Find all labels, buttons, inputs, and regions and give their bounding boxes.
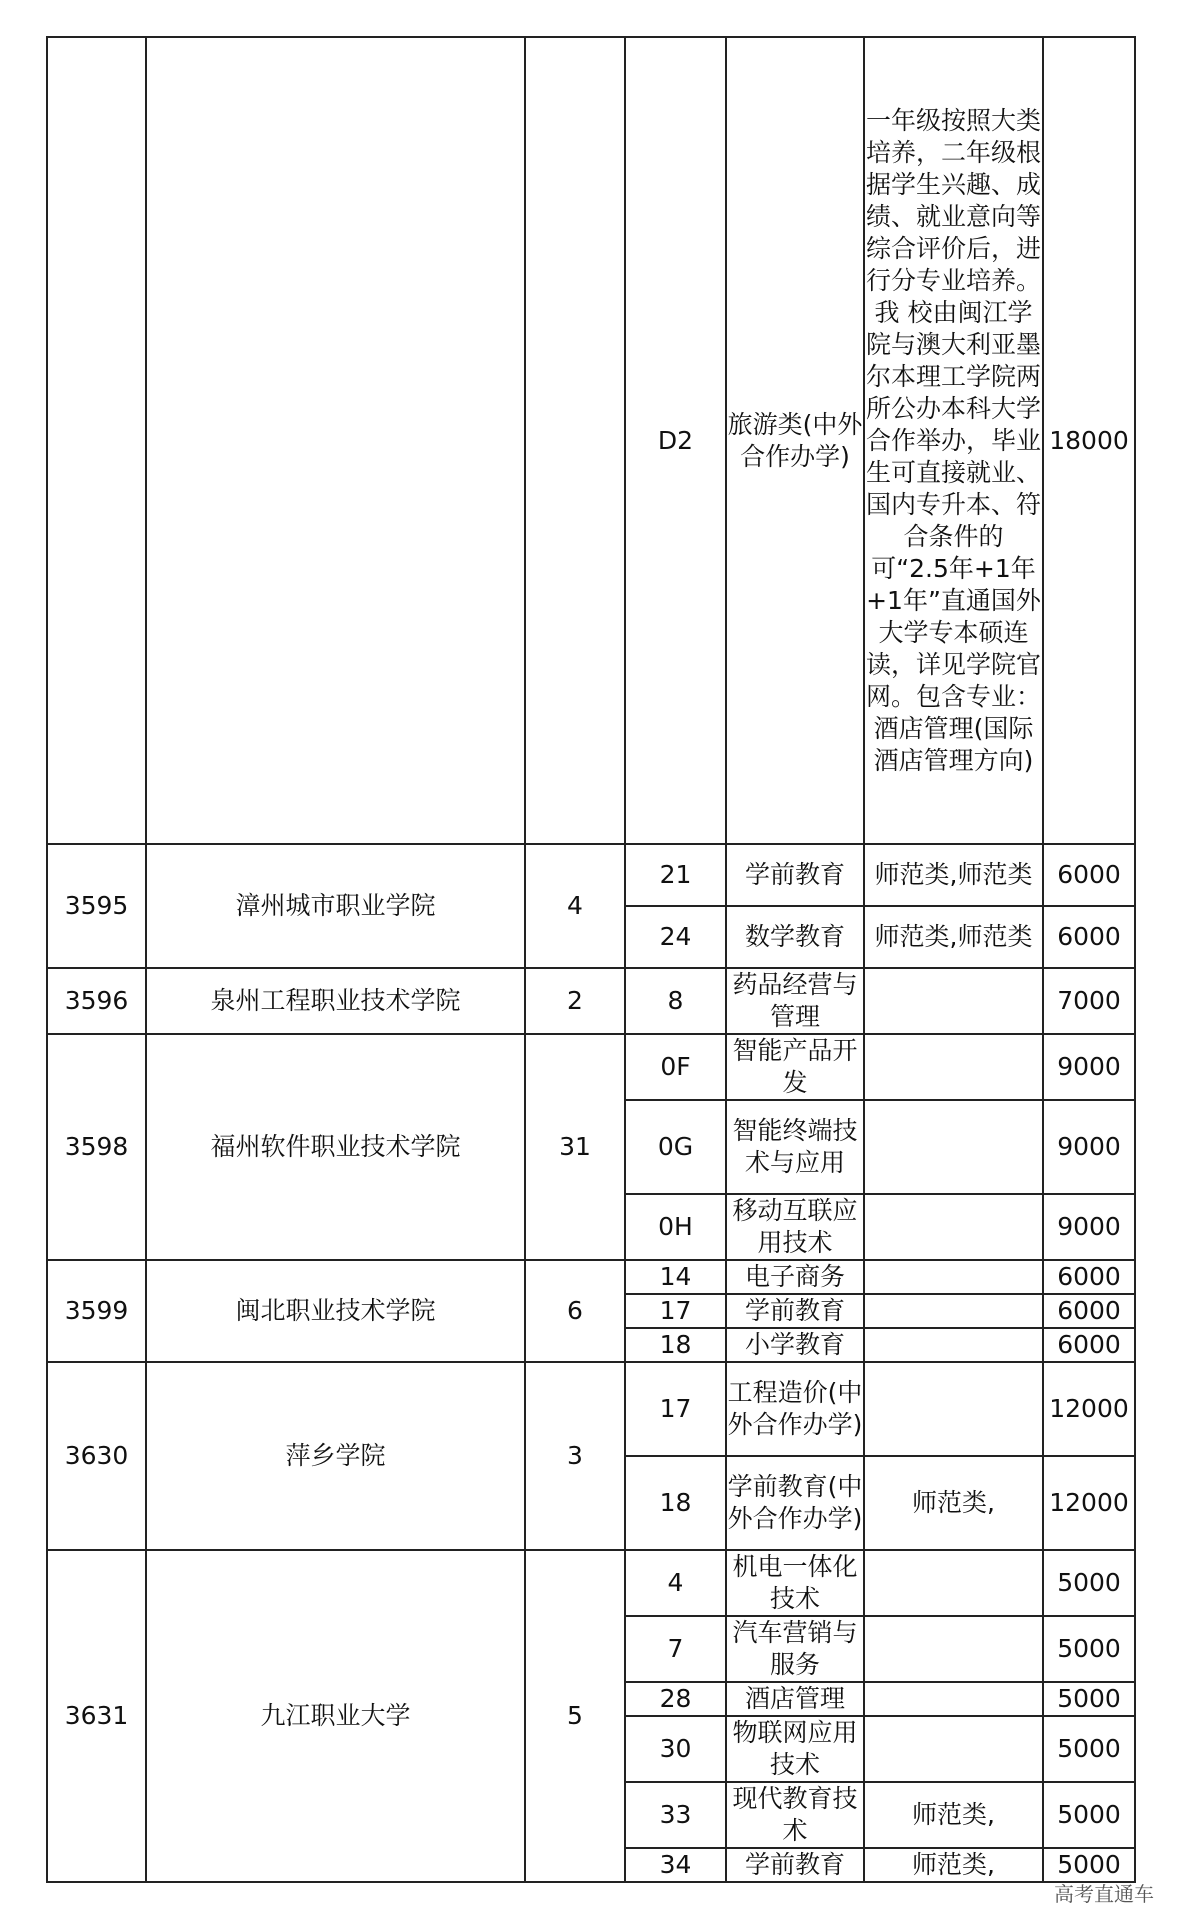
plan-count-cell: 3 [525, 1362, 625, 1550]
major-name-cell: 汽车营销与服务 [726, 1616, 864, 1682]
fee-cell: 12000 [1043, 1456, 1135, 1550]
school-id-cell: 3595 [47, 844, 146, 968]
plan-count-cell: 5 [525, 1550, 625, 1882]
table-row [47, 37, 1135, 844]
fee-cell: 5000 [1043, 1682, 1135, 1716]
remark-cell [864, 1100, 1043, 1194]
fee-cell: 5000 [1043, 1550, 1135, 1616]
major-code-cell: 8 [625, 968, 726, 1034]
major-code-cell: 0G [625, 1100, 726, 1194]
school-name-cell: 九江职业大学 [146, 1550, 525, 1882]
major-name-cell: 工程造价(中外合作办学) [726, 1362, 864, 1456]
major-code-cell: 28 [625, 1682, 726, 1716]
watermark: 高考直通车 [1054, 1882, 1154, 1906]
fee-cell: 5000 [1043, 1716, 1135, 1782]
remark-cell [864, 1194, 1043, 1260]
fee-cell: 9000 [1043, 1100, 1135, 1194]
fee-cell: 5000 [1043, 1848, 1135, 1882]
major-name-cell: 药品经营与管理 [726, 968, 864, 1034]
school-name-cell [146, 37, 525, 844]
table-row [47, 844, 1135, 906]
school-name-cell: 萍乡学院 [146, 1362, 525, 1550]
major-name-cell: 学前教育 [726, 1294, 864, 1328]
major-name-cell: 小学教育 [726, 1328, 864, 1362]
table-row [47, 968, 1135, 1034]
remark-cell: 师范类, [864, 1782, 1043, 1848]
major-name-cell: 智能产品开发 [726, 1034, 864, 1100]
remark-cell [864, 1034, 1043, 1100]
school-name-cell: 闽北职业技术学院 [146, 1260, 525, 1362]
major-name-cell: 物联网应用技术 [726, 1716, 864, 1782]
major-code-cell: 17 [625, 1294, 726, 1328]
school-id-cell: 3631 [47, 1550, 146, 1882]
fee-cell: 6000 [1043, 1260, 1135, 1294]
major-code-cell: 4 [625, 1550, 726, 1616]
remark-cell: 师范类, [864, 1456, 1043, 1550]
major-code-cell: 33 [625, 1782, 726, 1848]
major-code-cell: 0F [625, 1034, 726, 1100]
plan-count-cell [525, 37, 625, 844]
major-name-cell: 学前教育 [726, 1848, 864, 1882]
major-name-cell: 数学教育 [726, 906, 864, 968]
major-name-cell: 学前教育(中外合作办学) [726, 1456, 864, 1550]
fee-cell: 5000 [1043, 1782, 1135, 1848]
major-code-cell: 0H [625, 1194, 726, 1260]
school-id-cell: 3596 [47, 968, 146, 1034]
major-code-cell: 17 [625, 1362, 726, 1456]
remark-cell [864, 1616, 1043, 1682]
remark-cell [864, 1716, 1043, 1782]
major-name-cell: 酒店管理 [726, 1682, 864, 1716]
table-row [47, 1362, 1135, 1456]
school-id-cell: 3598 [47, 1034, 146, 1260]
major-name-cell: 现代教育技术 [726, 1782, 864, 1848]
remark-cell [864, 1294, 1043, 1328]
school-name-cell: 泉州工程职业技术学院 [146, 968, 525, 1034]
major-code-cell: 14 [625, 1260, 726, 1294]
major-name-cell: 机电一体化技术 [726, 1550, 864, 1616]
major-name-cell: 旅游类(中外合作办学) [726, 37, 864, 844]
major-code-cell: D2 [625, 37, 726, 844]
table-row [47, 1034, 1135, 1100]
fee-cell: 6000 [1043, 1294, 1135, 1328]
school-name-cell: 漳州城市职业学院 [146, 844, 525, 968]
major-name-cell: 电子商务 [726, 1260, 864, 1294]
remark-cell [864, 1362, 1043, 1456]
major-code-cell: 24 [625, 906, 726, 968]
major-code-cell: 7 [625, 1616, 726, 1682]
table-row [47, 1550, 1135, 1616]
remark-cell [864, 968, 1043, 1034]
fee-cell: 9000 [1043, 1194, 1135, 1260]
major-name-cell: 智能终端技术与应用 [726, 1100, 864, 1194]
table-row [47, 1260, 1135, 1294]
fee-cell: 6000 [1043, 1328, 1135, 1362]
major-code-cell: 34 [625, 1848, 726, 1882]
remark-cell [864, 1550, 1043, 1616]
plan-count-cell: 31 [525, 1034, 625, 1260]
plan-count-cell: 6 [525, 1260, 625, 1362]
major-name-cell: 移动互联应用技术 [726, 1194, 864, 1260]
fee-cell: 9000 [1043, 1034, 1135, 1100]
major-code-cell: 30 [625, 1716, 726, 1782]
fee-cell: 12000 [1043, 1362, 1135, 1456]
school-name-cell: 福州软件职业技术学院 [146, 1034, 525, 1260]
admissions-table [46, 36, 1136, 1883]
plan-count-cell: 4 [525, 844, 625, 968]
remark-cell: 师范类,师范类 [864, 844, 1043, 906]
remark-cell: 师范类,师范类 [864, 906, 1043, 968]
school-id-cell: 3599 [47, 1260, 146, 1362]
remark-cell [864, 1260, 1043, 1294]
fee-cell: 6000 [1043, 906, 1135, 968]
plan-count-cell: 2 [525, 968, 625, 1034]
remark-cell: 师范类, [864, 1848, 1043, 1882]
remark-cell: 一年级按照大类培养，二年级根据学生兴趣、成绩、就业意向等综合评价后，进行分专业培养。 我 校由闽江学院与澳大利亚墨尔本理工学院两所公办本科大学合作举办，毕业生可直接就业、国内专升本、符合条件的可“2.5年+1年+1年”直通国外大学专本硕连读，详见学院官网。包含专业：酒店管理(国际酒店管理方向) [864, 37, 1043, 844]
major-code-cell: 18 [625, 1456, 726, 1550]
fee-cell: 5000 [1043, 1616, 1135, 1682]
school-id-cell [47, 37, 146, 844]
fee-cell: 6000 [1043, 844, 1135, 906]
fee-cell: 7000 [1043, 968, 1135, 1034]
major-code-cell: 18 [625, 1328, 726, 1362]
remark-cell [864, 1682, 1043, 1716]
major-code-cell: 21 [625, 844, 726, 906]
major-name-cell: 学前教育 [726, 844, 864, 906]
remark-cell [864, 1328, 1043, 1362]
school-id-cell: 3630 [47, 1362, 146, 1550]
fee-cell: 18000 [1043, 37, 1135, 844]
